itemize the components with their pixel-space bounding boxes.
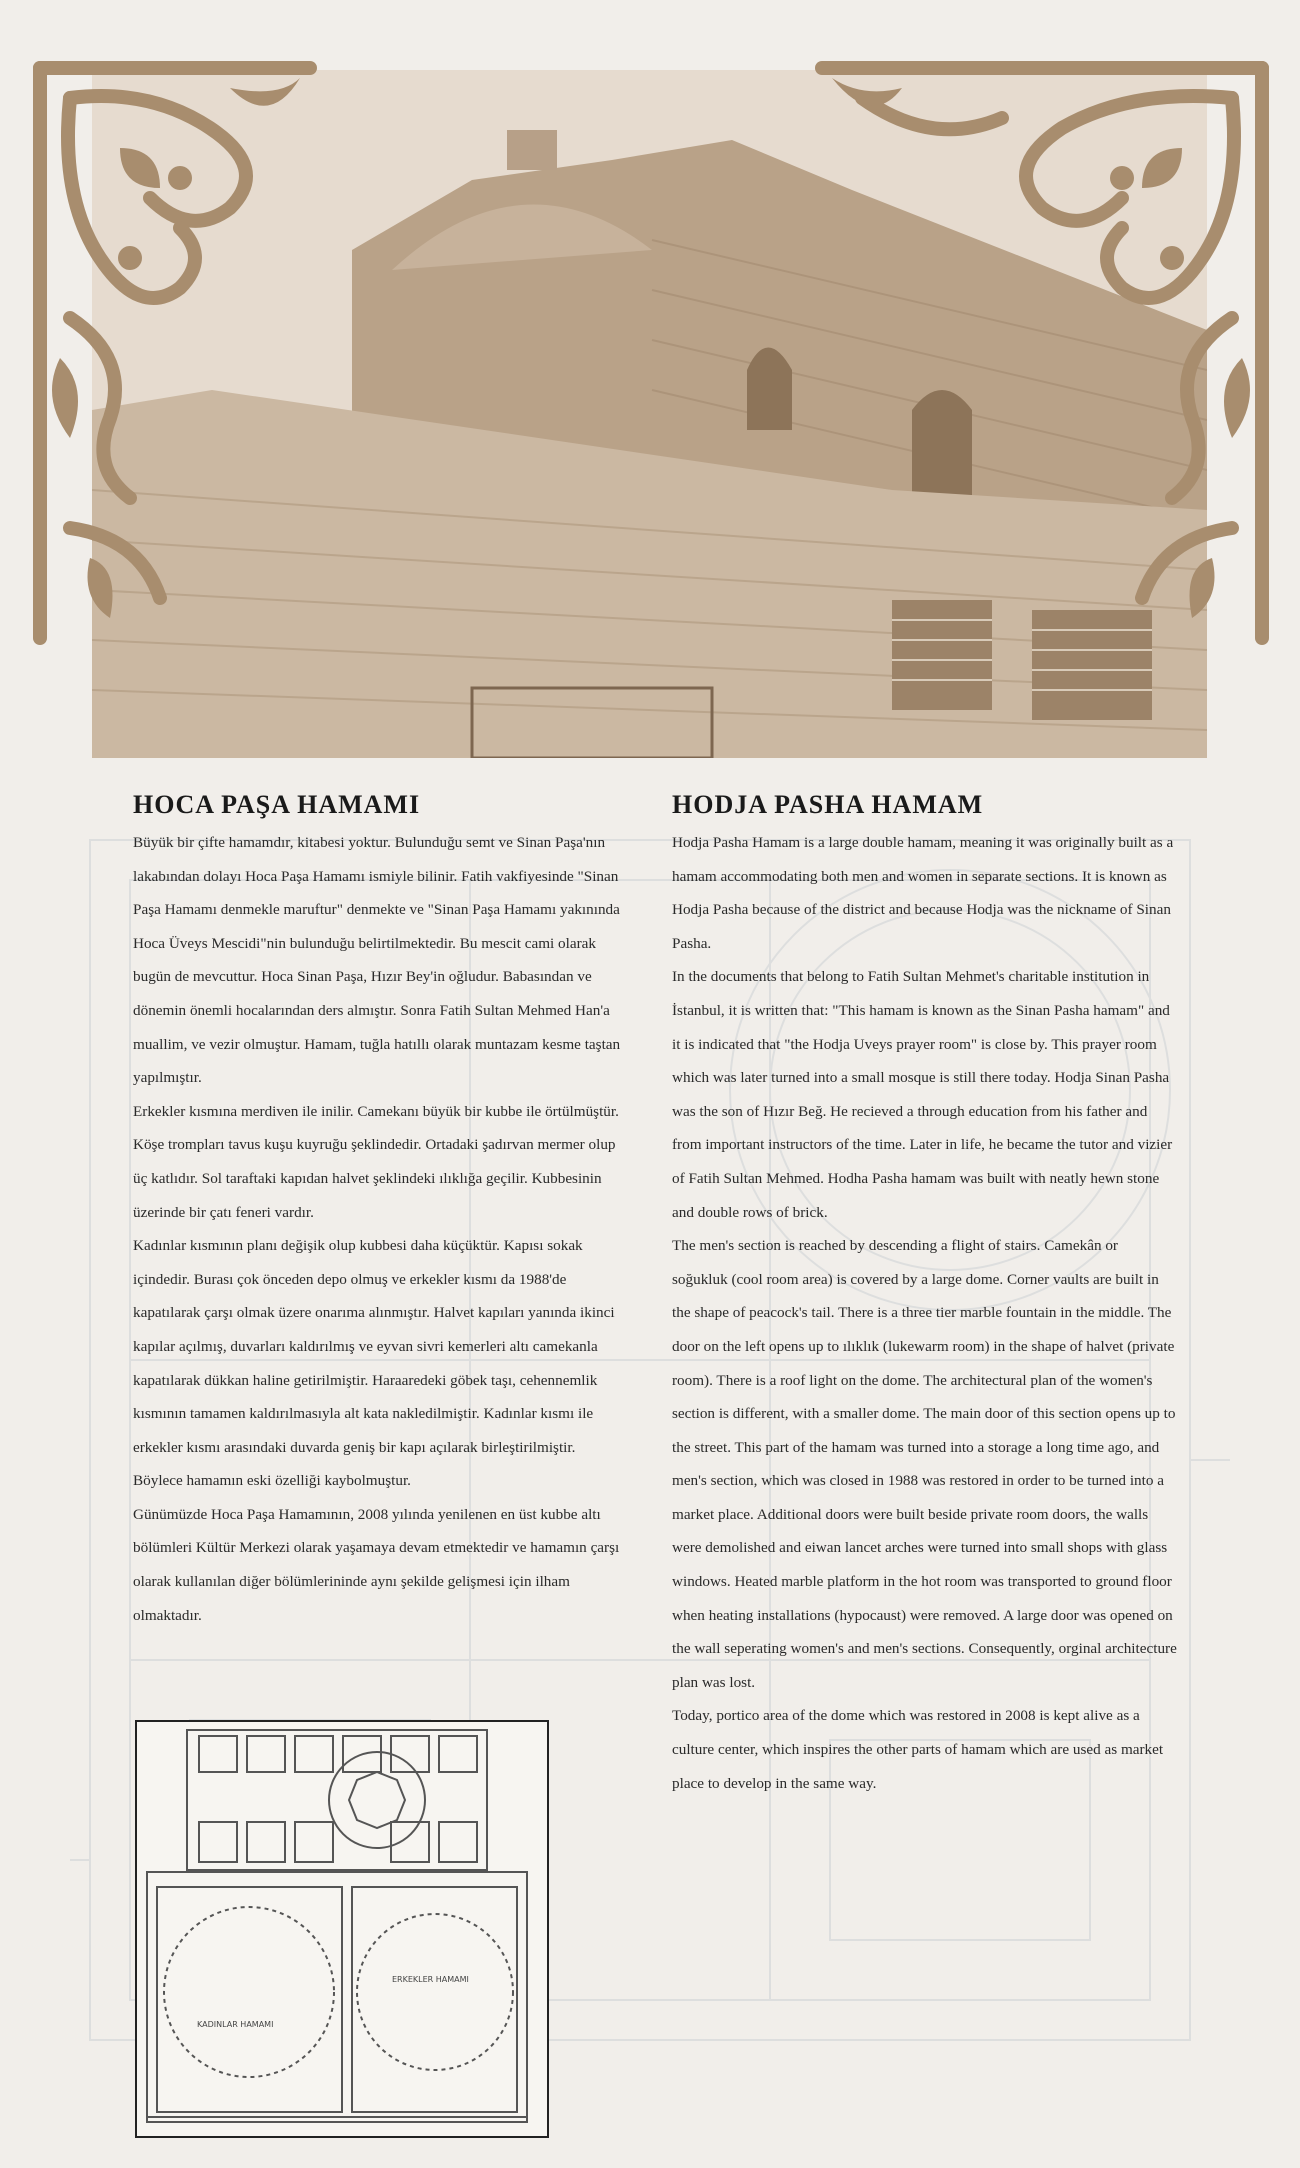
- ornament-right: [802, 58, 1272, 648]
- turkish-paragraph: Erkekler kısmına merdiven ile inilir. Camekanı büyük bir kubbe ile örtülmüştür. Köşe trompları tavus kuşu kuyruğu şeklindedir. Ortadaki şadırvan mermer olup üç katlıdır. Sol taraftaki kapıdan halvet şeklindeki ılıklığa geçilir. Kubbesinin üzerinde bir çatı feneri vardır.: [133, 1102, 619, 1221]
- english-column: [672, 790, 1177, 1800]
- plan-men-label: ERKEKLER HAMAMI: [392, 1975, 469, 1984]
- turkish-paragraph: Büyük bir çifte hamamdır, kitabesi yoktur. Bulunduğu semt ve Sinan Paşa'nın lakabından dolayı Hoca Paşa Hamamı ismiyle bilinir. Fatih vakfiyesinde "Sinan Paşa Hamamı denmekle maruftur" denmekte ve "Sinan Paşa Hamamı yakınında Hoca Üveys Mescidi"nin bulunduğu belirtilmektedir. Bu mescit cami olarak bugün de mevcuttur. Hoca Sinan Paşa, Hızır Bey'in oğludur. Babasından ve dönemin önemli hocalarından ders almıştır. Sonra Fatih Sultan Mehmed Han'a muallim, ve vezir olmuştur. Hamam, tuğla hatıllı olarak muntazam kesme taştan yapılmıştır.: [133, 834, 621, 1087]
- english-paragraph: Hodja Pasha Hamam is a large double hamam, meaning it was originally built as a hamam accommodating both men and women in separate sections. It is known as Hodja Pasha because of the district and because Hodja was the nickname of Sinan Pasha.: [672, 834, 1174, 952]
- plan-women-label: KADINLAR HAMAMI: [197, 2020, 274, 2029]
- floor-plan: [135, 1720, 549, 2138]
- english-paragraph: In the documents that belong to Fatih Sultan Mehmet's charitable institution in İstanbul, it is written that: "This hamam is known as the Sinan Pasha hamam" and it is indicated that "the Hodja Uveys prayer room" is close by. This prayer room which was later turned into a small mosque is still there today. Hodja Sinan Pasha was the son of Hızır Beğ. He recieved a through education from his father and from important instructors of the time. Later in life, he became the tutor and vizier of Fatih Sultan Mehmed. Hodha Pasha hamam was built with neatly hewn stone and double rows of brick.: [672, 968, 1173, 1221]
- english-paragraph: Today, portico area of the dome which was restored in 2008 is kept alive as a culture center, which inspires the other parts of hamam which are used as market place to develop in the same way.: [672, 1707, 1164, 1792]
- turkish-paragraph: Kadınlar kısmının planı değişik olup kubbesi daha küçüktür. Kapısı sokak içindedir. Burası çok önceden depo olmuş ve erkekler kısmı da 1988'de kapatılarak çarşı olmak üzere onarıma alınmıştır. Halvet kapıları yanında ikinci kapılar açılmış, duvarları kaldırılmış ve eyvan sivri kemerleri altı camekanla kapatılarak dükkan haline getirilmiştir. Haraaredeki göbek taşı, cehennemlik kısmının tamamen kaldırılmasıyla alt kata nakledilmiştir. Kadınlar kısmı ile erkekler kısmı arasındaki duvarda geniş bir kapı açılarak birleştirilmiştir. Böylece hamamın eski özelliği kaybolmuştur.: [133, 1237, 615, 1490]
- ornament-left: [30, 58, 320, 648]
- turkish-column: [133, 790, 621, 1632]
- english-title: HODJA PASHA HAMAM: [672, 790, 984, 819]
- english-paragraph: The men's section is reached by descending a flight of stairs. Camekân or soğukluk (cool room area) is covered by a large dome. Corner vaults are built in the shape of peacock's tail. There is a three tier marble fountain in the middle. The door on the left opens up to ılıklık (lukewarm room) in the shape of halvet (private room). There is a roof light on the dome. The architectural plan of the women's section is different, with a smaller dome. The main door of this section opens up to the street. This part of the hamam was turned into a storage a long time ago, and men's section, which was closed in 1988 was restored in order to be turned into a market place. Additional doors were built beside private room doors, the walls were demolished and eiwan lancet arches were turned into small shops with glass windows. Heated marble platform in the hot room was transported to ground floor when heating installations (hypocaust) were removed. A large door was opened on the wall seperating women's and men's sections. Consequently, orginal architecture plan was lost.: [672, 1237, 1177, 1691]
- turkish-paragraph: Günümüzde Hoca Paşa Hamamının, 2008 yılında yenilenen en üst kubbe altı bölümleri Kültür Merkezi olarak yaşamaya devam etmektedir ve hamamın çarşı olarak kullanılan diğer bölümlerininde aynı şekilde gelişmesi için ilham olmaktadır.: [133, 1505, 620, 1624]
- turkish-title: HOCA PAŞA HAMAMI: [133, 790, 421, 819]
